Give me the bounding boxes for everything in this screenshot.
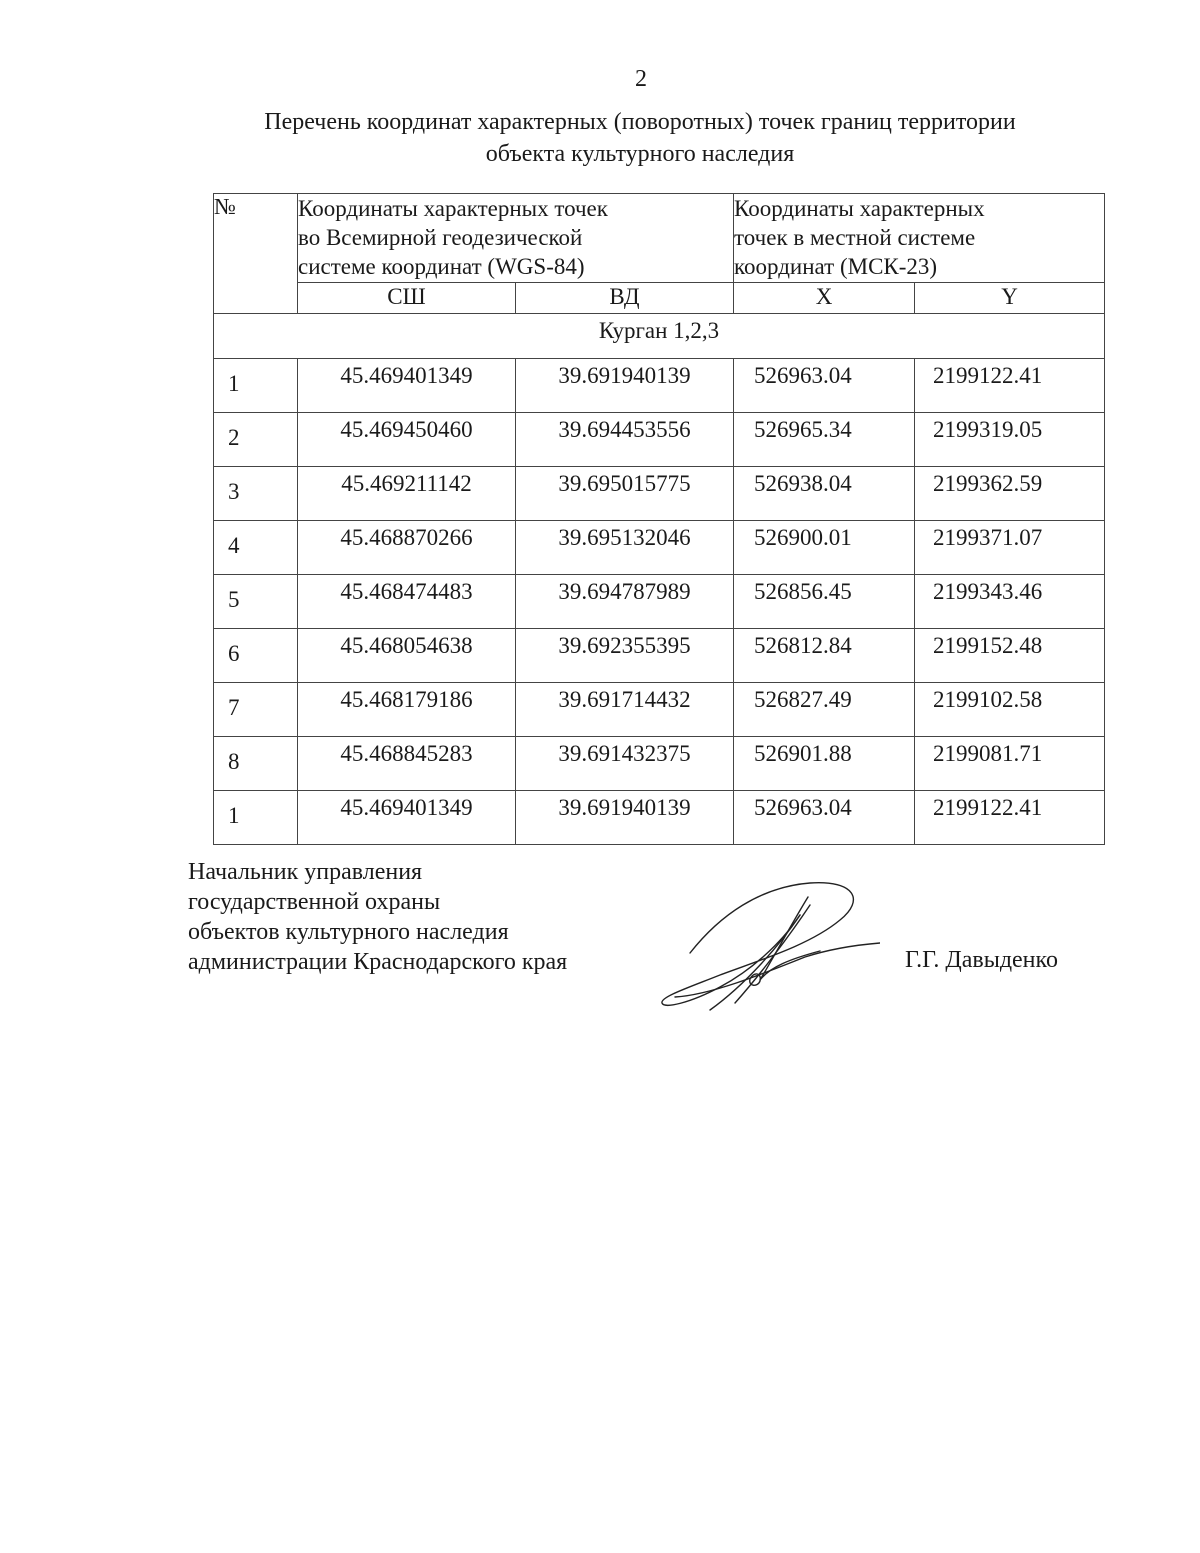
point-number: 1 (214, 359, 298, 413)
y-cell: 2199102.58 (915, 683, 1105, 737)
latitude-cell: 45.469450460 (298, 413, 516, 467)
table-row (214, 467, 1105, 521)
latitude-cell: 45.468474483 (298, 575, 516, 629)
point-number: 7 (214, 683, 298, 737)
point-number: 6 (214, 629, 298, 683)
table-row (214, 575, 1105, 629)
x-cell: 526901.88 (734, 737, 915, 791)
header-msk23-group (734, 194, 1105, 283)
latitude-cell: 45.468870266 (298, 521, 516, 575)
table-row (214, 683, 1105, 737)
x-cell: 526965.34 (734, 413, 915, 467)
y-cell: 2199371.07 (915, 521, 1105, 575)
coordinates-table (213, 193, 1105, 845)
point-number: 5 (214, 575, 298, 629)
header-wgs84-line: Координаты характерных точек (298, 196, 608, 221)
table-row (214, 413, 1105, 467)
y-cell: 2199343.46 (915, 575, 1105, 629)
longitude-cell: 39.694453556 (516, 413, 734, 467)
x-cell: 526900.01 (734, 521, 915, 575)
latitude-cell: 45.468845283 (298, 737, 516, 791)
header-x: X (734, 283, 915, 314)
x-cell: 526963.04 (734, 359, 915, 413)
header-msk23-line: точек в местной системе (734, 225, 976, 250)
longitude-cell: 39.691940139 (516, 791, 734, 845)
y-cell: 2199319.05 (915, 413, 1105, 467)
y-cell: 2199122.41 (915, 359, 1105, 413)
table-row (214, 359, 1105, 413)
x-cell: 526938.04 (734, 467, 915, 521)
table-row (214, 521, 1105, 575)
latitude-cell: 45.469401349 (298, 791, 516, 845)
latitude-cell: 45.469211142 (298, 467, 516, 521)
longitude-cell: 39.694787989 (516, 575, 734, 629)
table-row (214, 791, 1105, 845)
page-number: 2 (635, 66, 647, 92)
point-number: 8 (214, 737, 298, 791)
document-title-line-1: Перечень координат характерных (поворотных) точек границ территории (264, 109, 1016, 135)
y-cell: 2199122.41 (915, 791, 1105, 845)
x-cell: 526963.04 (734, 791, 915, 845)
header-longitude: ВД (516, 283, 734, 314)
latitude-cell: 45.468054638 (298, 629, 516, 683)
latitude-cell: 45.468179186 (298, 683, 516, 737)
longitude-cell: 39.691432375 (516, 737, 734, 791)
signer-name: Г.Г. Давыденко (905, 947, 1058, 973)
handwritten-signature (650, 875, 880, 1015)
point-number: 1 (214, 791, 298, 845)
x-cell: 526812.84 (734, 629, 915, 683)
point-number: 3 (214, 467, 298, 521)
longitude-cell: 39.691714432 (516, 683, 734, 737)
header-wgs84-line: во Всемирной геодезической (298, 225, 583, 250)
longitude-cell: 39.692355395 (516, 629, 734, 683)
section-title: Курган 1,2,3 (214, 314, 1105, 359)
header-msk23-line: координат (МСК-23) (734, 254, 938, 279)
longitude-cell: 39.695132046 (516, 521, 734, 575)
header-y: Y (915, 283, 1105, 314)
longitude-cell: 39.691940139 (516, 359, 734, 413)
header-wgs84-line: системе координат (WGS-84) (298, 254, 585, 279)
table-row (214, 737, 1105, 791)
y-cell: 2199152.48 (915, 629, 1105, 683)
document-title (200, 106, 1080, 170)
point-number: 4 (214, 521, 298, 575)
y-cell: 2199362.59 (915, 467, 1105, 521)
latitude-cell: 45.469401349 (298, 359, 516, 413)
header-msk23-line: Координаты характерных (734, 196, 985, 221)
point-number: 2 (214, 413, 298, 467)
header-wgs84-group (298, 194, 734, 283)
signer-position-line: администрации Краснодарского края (188, 949, 568, 975)
table-row (214, 629, 1105, 683)
signer-position (188, 857, 567, 977)
header-latitude: СШ (298, 283, 516, 314)
y-cell: 2199081.71 (915, 737, 1105, 791)
signer-position-line: объектов культурного наследия (188, 919, 509, 945)
signer-position-line: государственной охраны (188, 889, 441, 915)
x-cell: 526827.49 (734, 683, 915, 737)
document-title-line-2: объекта культурного наследия (485, 141, 795, 167)
longitude-cell: 39.695015775 (516, 467, 734, 521)
header-number: № (214, 194, 298, 314)
signer-position-line: Начальник управления (188, 859, 423, 885)
x-cell: 526856.45 (734, 575, 915, 629)
